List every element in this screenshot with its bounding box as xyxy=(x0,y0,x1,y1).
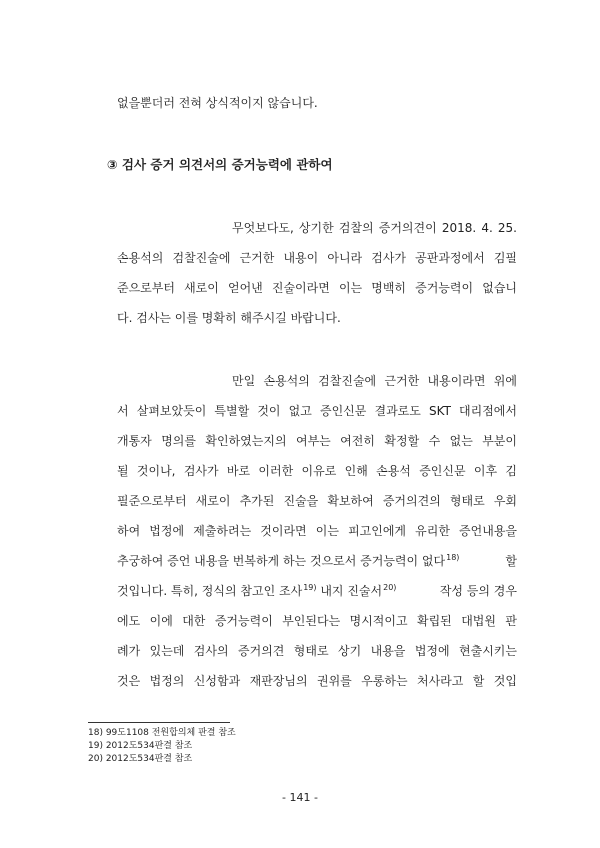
paragraph-line: 손용석의 검찰진술에 근거한 내용이 아니라 검사가 공판과정에서 김필 xyxy=(117,251,517,265)
footnote-ref-18[interactable]: 18) xyxy=(446,553,460,562)
paragraph-line xyxy=(117,553,517,571)
footnote-ref-19[interactable]: 19) xyxy=(303,583,317,592)
line-text: 작성 등의 경우 xyxy=(439,584,517,598)
line-text: 할 xyxy=(505,554,517,568)
paragraph-line xyxy=(232,220,517,236)
paragraph-line: 서 살펴보았듯이 특별할 것이 없고 증인신문 결과로도 SKT 대리점에서 xyxy=(117,404,517,418)
section-heading: ③ 검사 증거 의견서의 증거능력에 관하여 xyxy=(107,157,333,172)
line-text: 내지 진술서 xyxy=(320,584,383,598)
page-number: - 141 - xyxy=(282,791,318,804)
line-text: 만일 손용석의 검찰진술에 근거한 내용이라면 위에 xyxy=(232,374,517,388)
paragraph-line: 없을뿐더러 전혀 상식적이지 않습니다. xyxy=(117,96,318,110)
line-text: 무엇보다도, 상기한 검찰의 증거의견이 2018. 4. 25. xyxy=(232,221,517,235)
paragraph-line: 에도 이에 대한 증거능력이 부인된다는 명시적이고 확립된 대법원 판 xyxy=(117,614,517,628)
paragraph-line: 례가 있는데 검사의 증거의견 형태로 상기 내용을 법정에 현출시키는 xyxy=(117,644,517,658)
paragraph-line: 준으로부터 새로이 얻어낸 진술이라면 이는 명백히 증거능력이 없습니 xyxy=(117,281,517,295)
paragraph-line: 개통자 명의를 확인하였는지의 여부는 여전히 확정할 수 없는 부분이 xyxy=(117,434,517,448)
paragraph-line: 하여 법정에 제출하려는 것이라면 이는 피고인에게 유리한 증언내용을 xyxy=(117,524,517,538)
paragraph-line: 필준으로부터 새로이 추가된 진술을 확보하여 증거의견의 형태로 우회 xyxy=(117,494,517,508)
footnote-divider xyxy=(88,722,230,723)
line-text: 것입니다. 특히, 정식의 참고인 조사 xyxy=(117,584,303,598)
paragraph-line: 다. 검사는 이를 명확히 해주시길 바랍니다. xyxy=(117,311,341,325)
line-text: 추궁하여 증언 내용을 번복하게 하는 것으로서 증거능력이 없다 xyxy=(117,554,446,568)
paragraph-line xyxy=(117,583,517,601)
footnote-ref-20[interactable]: 20) xyxy=(383,583,397,592)
paragraph-line xyxy=(232,373,517,389)
paragraph-line: 될 것이나, 검사가 바로 이러한 이유로 인해 손용석 증인신문 이후 김 xyxy=(117,464,517,478)
paragraph-line: 것은 법정의 신성함과 재판장님의 권위를 우롱하는 처사라고 할 것입 xyxy=(117,674,517,688)
footnote-20: 20) 2012도534판결 참조 xyxy=(88,754,193,764)
footnote-19: 19) 2012도534판결 참조 xyxy=(88,741,193,751)
footnote-18: 18) 99도1108 전원합의체 판결 참조 xyxy=(88,728,236,738)
